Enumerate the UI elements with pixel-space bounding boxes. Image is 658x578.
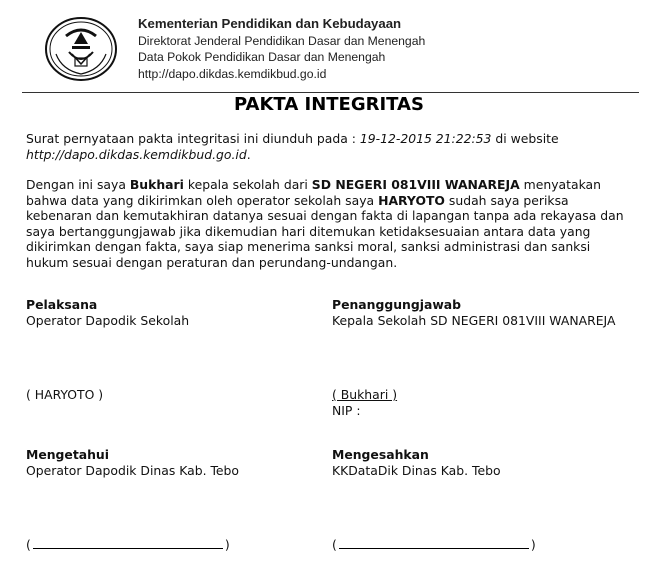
penanggungjawab-signature	[332, 387, 397, 418]
website-link[interactable]: http://dapo.dikdas.kemdikbud.go.id	[26, 146, 247, 162]
signature-blank	[33, 538, 223, 549]
operator-name: HARYOTO	[378, 192, 445, 208]
mengesahkan-block	[332, 447, 501, 478]
directorate-name: Direktorat Jenderal Pendidikan Dasar dan Menengah	[138, 33, 426, 48]
school-name: SD NEGERI 081VIII WANAREJA	[311, 177, 520, 192]
header-divider	[22, 92, 639, 93]
signature-blank	[339, 538, 529, 549]
statement-paragraph: Dengan ini saya Bukhari kepala sekolah dari SD NEGERI 081VIII WANAREJA menyatakan bahwa data yang dikirimkan oleh operator sekolah saya HARYOTO sudah saya periksa kebenaran dan kemutakhiran datanya sesuai dengan fakta di lapangan tanpa ada rekayasa dan saya bertanggungjawab jika dikemudian hari ditemukan ketidaksesuaian antara data yang dikirimkan dengan fakta, saya siap menerima sanksi moral, sanksi administrasi dan sanksi hukum sesuai dengan peraturan dan perundang-undangan.	[26, 177, 624, 270]
pelaksana-heading: Pelaksana	[26, 297, 98, 312]
pelaksana-block	[26, 297, 189, 328]
principal-name: Bukhari	[129, 177, 184, 192]
tut-wuri-handayani-logo	[42, 14, 120, 84]
ministry-name: Kementerian Pendidikan dan Kebudayaan	[138, 16, 402, 31]
letterhead	[138, 16, 425, 82]
mengetahui-signature-line: ( )	[26, 537, 230, 552]
download-datetime: 19-12-2015 21:22:53	[359, 131, 492, 146]
pelaksana-name: ( HARYOTO )	[26, 387, 104, 402]
penanggungjawab-heading: Penanggungjawab	[332, 297, 462, 312]
mengetahui-block	[26, 447, 239, 478]
mengesahkan-role: KKDataDik Dinas Kab. Tebo	[332, 462, 501, 478]
intro-paragraph: Surat pernyataan pakta integritasi ini diunduh pada : 19-12-2015 21:22:53 di website http://dapo.dikdas.kemdikbud.go.id.	[26, 131, 559, 162]
pelaksana-role: Operator Dapodik Sekolah	[26, 312, 190, 328]
mengetahui-role: Operator Dapodik Dinas Kab. Tebo	[26, 462, 239, 478]
nip-label: NIP :	[332, 402, 361, 418]
penanggungjawab-name: ( Bukhari )	[332, 387, 398, 402]
unit-name: Data Pokok Pendidikan Dasar dan Menengah	[138, 50, 386, 64]
mengesahkan-signature-line: ( )	[332, 537, 536, 552]
mengetahui-heading: Mengetahui	[26, 447, 110, 462]
document-title: PAKTA INTEGRITAS	[234, 94, 424, 115]
mengesahkan-heading: Mengesahkan	[332, 447, 429, 462]
penanggungjawab-role: Kepala Sekolah SD NEGERI 081VIII WANAREJA	[332, 312, 616, 328]
penanggungjawab-block	[332, 297, 615, 328]
header-url: http://dapo.dikdas.kemdikbud.go.id	[138, 66, 327, 81]
